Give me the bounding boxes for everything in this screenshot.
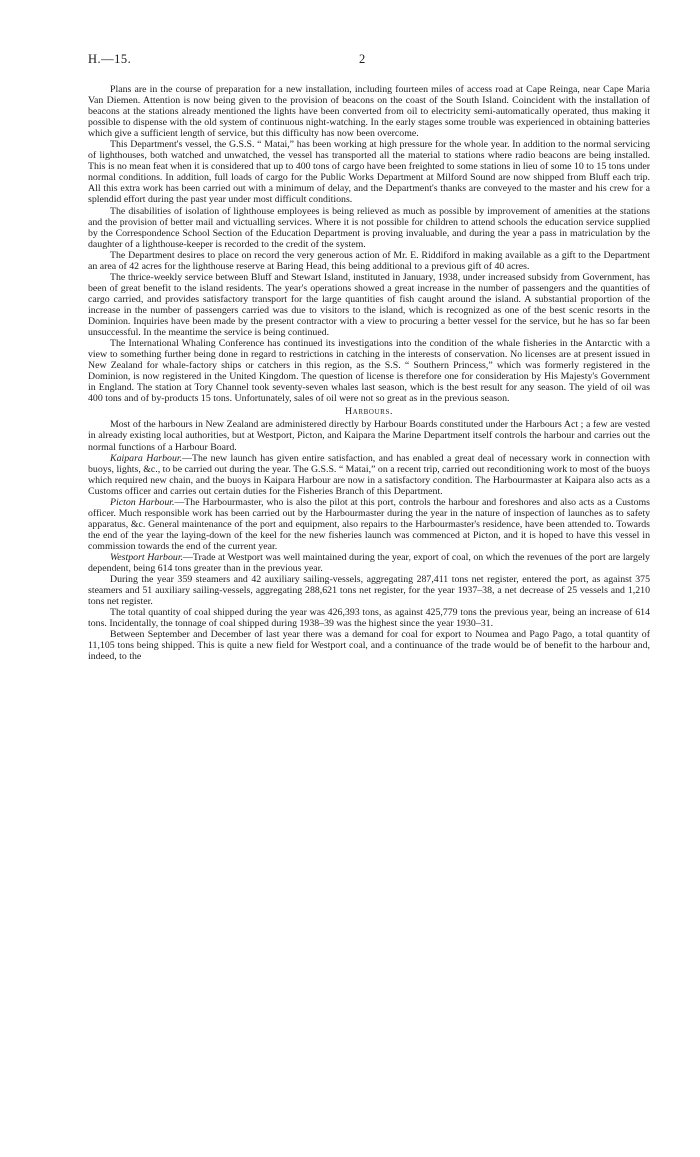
paragraph: The thrice-weekly service between Bluff and Stewart Island, instituted in January, 1938, under increased subsidy from Government, has been of great benefit to the island residents. The year's operations showed a great increase in the number of passengers and the quantities of cargo carried, and provides satisfactory transport for the large quantities of fish caught around the island. A substantial proportion of the increase in the number of passengers carried was due to visitors to the island, which is recognized as one of the best scenic resorts in the Dominion. Inquiries have been made by the present contractor with a view to procuring a better vessel for the service, but he has so far been unsuccessful. In the meantime the service is being continued. [88, 271, 650, 339]
section-heading-harbours: Harbours. [344, 406, 394, 418]
paragraph: Plans are in the course of preparation for a new installation, including fourteen miles of access road at Cape Reinga, near Cape Maria Van Diemen. Attention is now being given to the provision of beacons on the coast of the South Island. Coincident with the installation of beacons at the stations already mentioned the lights have been converted from oil to electricity semi-automatically operated, thus making it possible to dispense with the old system of continuous night-watching. In the early stages some trouble was experienced in obtaining batteries which give a sufficient length of service, but this difficulty has now been overcome. [88, 84, 650, 140]
paragraph: During the year 359 steamers and 42 auxiliary sailing-vessels, aggregating 287,411 tons net register, entered the port, as against 375 steamers and 51 auxiliary sailing-vessels, aggregating 288,621 tons net register, for the year 1937–38, a net decrease of 25 vessels and 1,210 tons net register. [88, 574, 650, 608]
paragraph: This Department's vessel, the G.S.S. “ Matai,” has been working at high pressure for the whole year. In addition to the normal servicing of lighthouses, both watched and unwatched, the vessel has transported all the material to stations where radio beacons are being installed. This is no mean feat when it is considered that up to 400 tons of cargo have been freighted to some stations in lieu of some 10 to 15 tons under normal conditions. In addition, full loads of cargo for the Public Works Department at Milford Sound are now shipped from Bluff each trip. All this extra work has been carried out with a minimum of delay, and the Department's thanks are conveyed to the master and his crew for a splendid effort during the past year under most difficult conditions. [88, 139, 650, 206]
picton-paragraph [88, 497, 650, 552]
paragraph: Most of the harbours in New Zealand are administered directly by Harbour Boards constituted under the Harbours Act ; a few are vested in already existing local authorities, but at Westport, Picton, and Kaipara the Marine Department itself controls the harbour and carries out the normal functions of a Harbour Board. [88, 419, 650, 453]
document-body [88, 84, 650, 662]
paragraph: The total quantity of coal shipped during the year was 426,393 tons, as against 425,779 tons the previous year, being an increase of 614 tons. Incidentally, the tonnage of coal shipped during 1938–39 was the highest since the year 1930–31. [88, 607, 650, 630]
paragraph: The Department desires to place on record the very generous action of Mr. E. Riddiford in making available as a gift to the Department an area of 42 acres for the lighthouse reserve at Baring Head, this being additional to a previous gift of 40 acres. [88, 249, 650, 272]
westport-subheading: Westport Harbour. [110, 551, 184, 563]
page-number: 2 [359, 52, 366, 66]
kaipara-paragraph [88, 453, 650, 497]
kaipara-subheading: Kaipara Harbour. [110, 452, 183, 464]
picton-text: —The Harbourmaster, who is also the pilot at this port, controls the harbour and foreshores and also acts as a Customs officer. Much responsible work has been carried out by the Harbourmaster during the year in the nature of inspection of launches as to safety apparatus, &c. General maintenance of the port and equipment, also repairs to the Harbourmaster's residence, have been attended to. Towards the end of the year the laying-down of the keel for the new fisheries launch was commenced at Picton, and it is hoped to have this vessel in commission towards the end of the current year. [88, 496, 650, 552]
document-reference: H.—15. [88, 52, 132, 66]
kaipara-text: —The new launch has given entire satisfaction, and has enabled a great deal of necessary work in connection with buoys, lights, &c., to be carried out during the year. The G.S.S. “ Matai,” on a recent trip, carried out reconditioning work to most of the buoys which required new chain, and the buoys in Kaipara Harbour are now in a satisfactory condition. The Harbourmaster at Kaipara also acts as a Customs officer and carries out certain duties for the Fisheries Branch of this Department. [88, 452, 650, 497]
westport-paragraph [88, 552, 650, 574]
paragraph: Between September and December of last year there was a demand for coal for export to Noumea and Pago Pago, a total quantity of 11,105 tons being shipped. This is quite a new field for Westport coal, and a continuance of the trade would be of benefit to the harbour and, indeed, to the [88, 629, 650, 663]
westport-text: —Trade at Westport was well maintained during the year, export of coal, on which the revenues of the port are largely dependent, being 614 tons greater than in the previous year. [88, 551, 650, 575]
paragraph: The disabilities of isolation of lighthouse employees is being relieved as much as possible by improvement of amenities at the stations and the provision of better mail and victualling services. Where it is not possible for children to attend schools the education service supplied by the Correspondence School Section of the Education Department is proving invaluable, and during the year a pass in matriculation by the daughter of a lighthouse-keeper is recorded to the credit of the system. [88, 205, 650, 250]
paragraph: The International Whaling Conference has continued its investigations into the condition of the whale fisheries in the Antarctic with a view to something further being done in regard to restrictions in catching in the interests of conservation. No licenses are at present issued in New Zealand for whale-factory ships or catchers in this region, as the S.S. “ Southern Princess,” which was formerly registered in the Dominion, is now registered in the United Kingdom. The question of license is therefore one for consideration by His Majesty's Government in England. The station at Tory Channel took seventy-seven whales last season, which is the best result for any season. The yield of oil was 400 tons and of by-products 15 tons. Unfortunately, sales of oil were not so great as in the previous season. [88, 338, 650, 405]
picton-subheading: Picton Harbour. [110, 496, 175, 508]
